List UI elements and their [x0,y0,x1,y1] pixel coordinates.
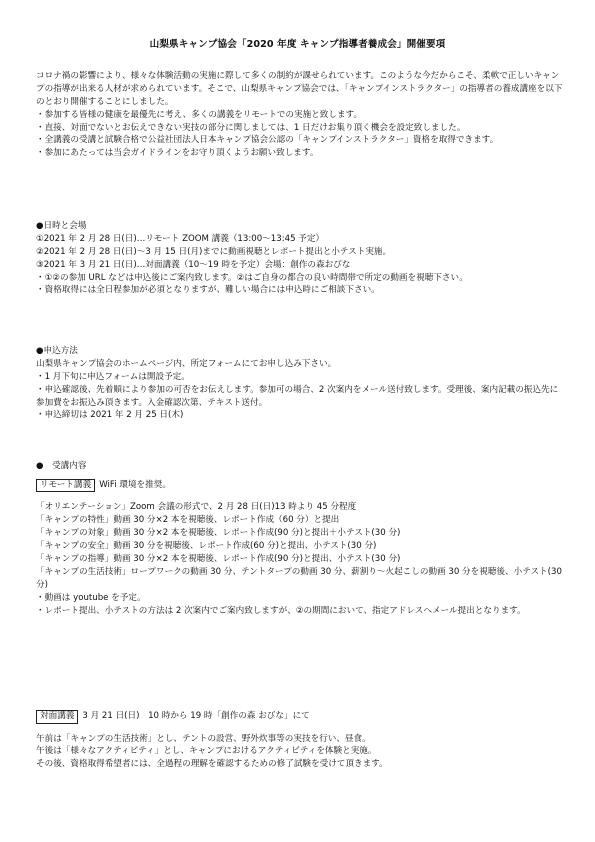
inperson-label: 対面講義 [36,710,78,724]
schedule-item: ②2021 年 2 月 28 日(日)～3 月 15 日(月)までに動画視聴とレポート提出と小テスト実施。 [36,246,392,257]
application-item: ・1 月下旬に申込フォームは開設予定。 [36,371,190,382]
inperson-header [36,710,564,724]
application-deadline: ・申込締切は 2021 年 2 月 25 日(木) [36,410,184,421]
intro-bullet: ・全講義の受講と試験合格で公益社団法人日本キャンプ協会公認の「キャンプインストラクター」資格を取得できます。 [36,135,499,146]
content-heading: ● 受講内容 [36,461,87,471]
application-heading: ●申込方法 [36,346,78,356]
remote-header [36,479,564,493]
remote-item: 「キャンプの特性」動画 30 分×2 本を視聴後、レポート作成（60 分）と提出 [36,515,340,526]
inperson-section [36,710,564,771]
inperson-item: 午後は「様々なアクティビティ」とし、キャンプにおけるアクティビティを体験と実施。 [36,746,377,757]
intro-section [36,70,564,160]
inperson-item: 午前は「キャンプの生活技術」とし、テントの設営、野外炊事等の実技を行い、昼食。 [36,733,371,744]
remote-note: WiFi 環境を推奨。 [99,479,171,490]
remote-item: 「キャンプの安全」動画 30 分を視聴後、レポート作成(60 分)と提出、小テスト(30 分) [36,541,377,552]
schedule-heading: ●日時と会場 [36,221,87,231]
application-item: ・申込確認後、先着順により参加の可否をお伝えします。参加可の場合、2 次案内をメール送付致します。受理後、案内記載の振込先に参加費をお振込み頂きます。入金確認次第、テキスト送付。 [36,384,559,408]
remote-item: 「キャンプの指導」動画 30 分×2 本を視聴後、レポート作成(90 分)と提出、小テスト(30 分) [36,554,401,565]
schedule-note: ・①②の参加 URL などは申込後にご案内致します。②はご自身の都合の良い時間帯で所定の動画を視聴下さい。 [36,272,468,283]
schedule-item: ③2021 年 3 月 21 日(日)…対面講義（10～19 時を予定）会場：創作の森おびな [36,259,351,270]
content-section [36,460,564,618]
inperson-note: 3 月 21 日(日) 10 時から 19 時「創作の森 おびな」にて [82,711,310,721]
application-item: 山梨県キャンプ協会のホームページ内、所定フォームにてお申し込み下さい。 [36,358,337,369]
schedule-section [36,220,564,297]
application-section [36,345,564,422]
intro-bullet: ・参加にあたっては当会ガイドラインをお守り頂くようお願い致します。 [36,148,319,159]
inperson-item: その後、資格取得希望者には、全過程の理解を確認するための修了試験を受けて頂きます。 [36,759,388,770]
remote-item: ・動画は youtube を予定。 [36,592,146,603]
remote-item: 「オリエンテーション」Zoom 会議の形式で、2 月 28 日(日)13 時より 45 分程度 [36,502,357,513]
remote-item: 「キャンプの生活技術」ロープワークの動画 30 分、テントタープの動画 30 分、薪割り～火起こしの動画 30 分を視聴後、小テスト(30 分) [36,566,562,590]
remote-label: リモート講義 [36,479,95,493]
intro-bullet: ・参加する皆様の健康を最優先に考え、多くの講義をリモートでの実施と致します。 [36,109,363,120]
remote-item: ・レポート提出、小テストの方法は 2 次案内でご案内致しますが、②の期間において、指定アドレスへメール提出となります。 [36,605,526,616]
remote-item: 「キャンプの対象」動画 30 分×2 本を視聴後、レポート作成(90 分)と提出＋小テスト(30 分) [36,528,401,539]
schedule-note: ・資格取得には全日程参加が必須となりますが、難しい場合には申込時にご相談下さい。 [36,285,380,296]
page-title: 山梨県キャンプ協会「2020 年度 キャンプ指導者養成会」開催要項 [149,39,446,50]
schedule-item: ①2021 年 2 月 28 日(日)…リモート ZOOM 講義（13:00～13:45 予定） [36,233,325,244]
intro-bullet: ・直接、対面でないとお伝えできない実技の部分に関しましては、1 日だけお集り頂く機会を設定致しました。 [36,122,466,133]
intro-paragraph: コロナ禍の影響により、様々な体験活動の実施に際して多くの制約が課せられています。このような今だからこそ、柔軟で正しいキャンプの指導が出来る人材が求められています。そこで、山梨県キャンプ協会では、「キャンプインストラクター」の指導者の養成講座を以下のとおり開催することにしました。 [36,71,563,107]
